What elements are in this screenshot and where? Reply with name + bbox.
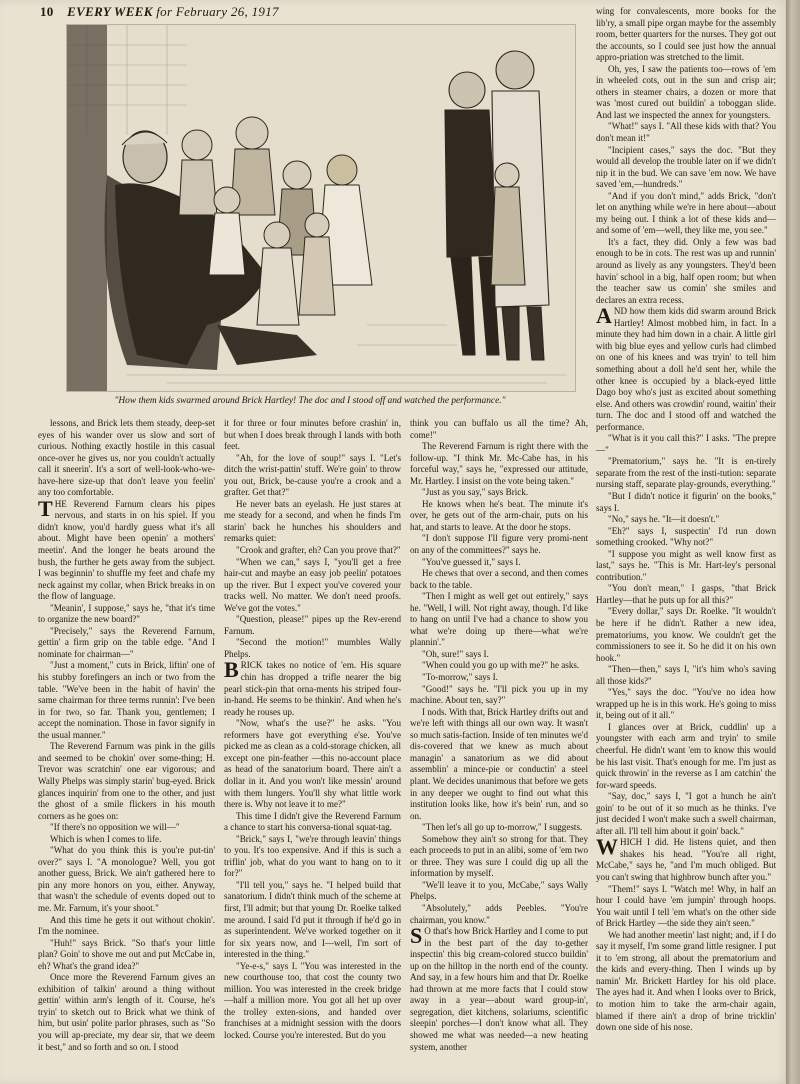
page-header xyxy=(40,4,279,22)
paragraph xyxy=(410,418,588,441)
paragraph-text: "Second the motion!" mumbles Wally Phelps. xyxy=(224,637,401,659)
paragraph-text: "Brick," says I, "we're through leavin' things to you. It's too expensive. And if this is such a triflin' job, what do you want to hang on to it for?" xyxy=(224,833,401,879)
paragraph-text: "Then I might as well get out entirely," says he. "Well, I will. Not right away, though. I'd like to hang on until I've had a chance to show you what we're doing up there—what we're plannin'." xyxy=(410,591,588,648)
paragraph-text: Which is when I comes to life. xyxy=(50,833,162,844)
paragraph xyxy=(410,533,588,556)
paragraph xyxy=(410,591,588,649)
paragraph xyxy=(38,915,215,938)
paragraph-text: "I don't suppose I'll figure very promi-nent on any of the committees?" says he. xyxy=(410,533,588,556)
paragraph xyxy=(410,684,588,707)
paragraph-text: It's a fact, they did. Only a few was bad enough to be in cots. The rest was up and runnin' around as lively as any youngsters. They'd been havin' school in a big, half open room; but when the teacher saw us comin' she smiles and declares an extra recess. xyxy=(596,236,776,305)
paragraph-text: "You don't mean," I gasps, "that Brick Hartley—that he puts up for all this?" xyxy=(596,583,776,605)
paragraph-text: "I'll tell you," says he. "I helped build that sanatorium. I didn't think much of the scheme at first, I'll admit; but that young Dr. Roelke talked me around. I said I'd put it through if he'd go in as superintendent. We've worked together on it for six years now, and I—well, I'm sort of interested in the thing." xyxy=(224,879,401,960)
paragraph xyxy=(224,657,401,718)
paragraph-text: "Eh?" says I, suspectin' I'd run down something crooked. "Why not?" xyxy=(596,525,776,548)
paragraph xyxy=(596,722,776,791)
paragraph xyxy=(596,121,776,144)
paragraph-text: "When we can," says I, "you'll get a free hair-cut and maybe an easy job peelin' potatoes up the river. But I expect you've covered your tracks well. No matter. We don't need proofs. We've got the votes." xyxy=(224,556,401,613)
paragraph-text: ND how them kids did swarm around Brick Hartley! Almost mobbed him, in fact. In a minute they had him down in a chair. A little girl with big blue eyes and yellow curls had climbed on one of his knees and was tryin' to tell him something about a doll he'd sent her, while the other knee is occupied by a black-eyed little Dago boy who's just as excited about something else. And others was crowdin' round, waitin' their turn. The doc and I stood off and watched the performance. xyxy=(596,306,776,432)
paragraph xyxy=(38,972,215,1053)
paragraph-text: RICK takes no notice of 'em. His square chin has dropped a trifle nearer the big pearl stick-pin that orna-ments his striped four-in-hand. He seems to be thinkin'. And when he's ready he rouses up. xyxy=(224,660,401,717)
paragraph xyxy=(410,903,588,926)
paragraph xyxy=(596,549,776,584)
paragraph xyxy=(410,649,588,661)
paragraph xyxy=(224,834,401,880)
paragraph-text: "Say, doc," says I, "I got a hunch he ain't goin' to be out of it so much as he thinks. I've just decided I won't make such a swell chairman, after all. I'll tell him about it goin' back." xyxy=(596,791,776,836)
paragraph xyxy=(410,660,588,672)
paragraph xyxy=(596,664,776,687)
text-column-1 xyxy=(38,418,215,1053)
paragraph-text: "Absolutely," adds Peebles. "You're chairman, you know." xyxy=(410,902,588,925)
paragraph xyxy=(38,603,215,626)
paragraph-text: I glances over at Brick, cuddlin' up a youngster with each arm and tryin' to smile cheerful. He didn't want 'em to know this would be his last visit. That's enough for me. I'm just as quick throwin' in the reverse as I am catchin' the for-ward speeds. xyxy=(596,721,776,790)
paragraph-text: He knows when he's beat. The minute it's over, he gets out of the arm-chair, puts on his hat, and starts to leave. At the door he stops. xyxy=(410,498,588,532)
paragraph-text: "Then—then," says I, "it's him who's saving all those kids?" xyxy=(596,664,776,686)
paragraph-text: "What!" says I. "All these kids with that? You don't mean it!" xyxy=(596,121,776,144)
paragraph xyxy=(224,718,401,810)
paragraph xyxy=(224,637,401,660)
paragraph-text: "Prematorium," says he. "It is en-tirely separate from the rest of the insti-tution: separate nursing staff, separate play-grounds, everything." xyxy=(596,456,776,490)
paragraph xyxy=(596,64,776,122)
paragraph-text: "We'll leave it to you, McCabe," says Wally Phelps. xyxy=(410,879,588,902)
paragraph-text: I nods. With that, Brick Hartley drifts out and we're left with things all our own way. It wasn't so much satis-faction. Inside of ten minutes we'd dis-covered that we knew as much about managin' a sanatorium as we did about assemblin' a mince-pie or conductin' a steel plant. We decides unanimous that before we gets in any deeper we ought to find out what this institution looks like, how it's bein' run, and so on. xyxy=(410,706,588,821)
paragraph xyxy=(224,499,401,545)
paragraph-text: Once more the Reverend Farnum gives an exhibition of talkin' around a thing without gettin' within arm's length of it. Course, he's tryin' to sketch out to Brick what we think of him, but usin' polite parlor phrases, such as "So you will ap-preciate, my dear sir, that we deem it best," and so forth and so on. I stood xyxy=(38,972,215,1052)
paragraph-text: "Meanin', I suppose," says he, "that it's time to organize the new board?" xyxy=(38,602,215,625)
paragraph-text: HICH I did. He listens quiet, and then shakes his head. "You're all right, McCabe," says he, "and I'm much obliged. But you can't swing that highbrow bunch after you." xyxy=(596,837,776,883)
paragraph xyxy=(596,145,776,191)
paragraph-text: "Crook and grafter, eh? Can you prove that?" xyxy=(236,545,401,556)
drop-cap: T xyxy=(38,495,53,521)
paragraph-text: "Incipient cases," says the doc. "But they would all develop the trouble later on if we didn't nip it in the bud. We can save 'em now. We have saved 'em,—hundreds." xyxy=(596,144,776,190)
paragraph xyxy=(596,237,776,306)
paragraph xyxy=(38,495,215,603)
paragraph xyxy=(224,880,401,961)
paragraph xyxy=(596,303,776,433)
paragraph xyxy=(596,791,776,837)
paragraph xyxy=(410,441,588,487)
illustration xyxy=(66,24,576,392)
paragraph xyxy=(596,191,776,237)
paragraph-text: This time I didn't give the Reverend Farnum a chance to start his conversa-tional squat-tag. xyxy=(224,810,401,833)
paragraph-text: "Good!" says he. "I'll pick you up in my machine. About ten, say?" xyxy=(410,683,588,706)
paragraph xyxy=(410,880,588,903)
masthead-title: EVERY WEEK xyxy=(67,4,153,19)
paragraph-text: And this time he gets it out without chokin'. I'm the nominee. xyxy=(38,914,215,937)
paragraph xyxy=(596,583,776,606)
paragraph xyxy=(224,557,401,615)
paragraph xyxy=(596,606,776,664)
text-column-2 xyxy=(224,418,401,1042)
paragraph xyxy=(38,822,215,834)
paragraph-text: "Ye-e-s," says I. "You was interested in the new courthouse too, that cost the county two million. You was interested in the creek bridge—half a million more. You got all het up over the trolley exten-sions, and handed over franchises at a midnight session with the doors locked. Course you're interested. But do you xyxy=(224,960,401,1040)
paragraph-text: it for three or four minutes before crashin' in, but when I does break through I lands with both feet. xyxy=(224,418,401,452)
paragraph-text: "Every dollar," says Dr. Roelke. "It wouldn't be here if he didn't. Rather a new idea, prematoriums, you know. We couldn't get the commissioners to see it. So he did it on his own hook." xyxy=(596,606,776,663)
paragraph-text: The Reverend Farnum was pink in the gills and seemed to be chokin' over some-thing; H. Trevor was scratchin' one ear vigorous; and Wally Phelps was simply starin' bug-eyed. Brick glances inquirin' from one to the other, and just the ghost of a smile flickers in his mouth corners as he goes on: xyxy=(38,741,215,821)
paragraph xyxy=(410,557,588,569)
paragraph xyxy=(410,499,588,534)
paragraph-text: lessons, and Brick lets them steady, deep-set eyes of his wander over us slow and sort of curious. Nothing exactly hostile in this casual once-over he gives us, nor you couldn't actually call it sneerin'. It's a sort of well-look-who-we-have-here size-up that don't leave you feelin' any too comfortable. xyxy=(38,418,215,498)
paragraph xyxy=(596,930,776,1034)
paragraph-text: "Now, what's the use?" he asks. "You reformers have got everything e'se. You've picked me as clean as a cold-storage chicken, all except one pin-feather —this no-account place as head of the sanatorium board. There ain't a dollar in it. And you won't like messin' around with them lungers. You'll shy what little work there is. Why not leave it to me?" xyxy=(224,718,401,810)
paragraph xyxy=(38,418,215,499)
paragraph-text: "To-morrow," says I. xyxy=(422,672,498,683)
paragraph-text: "If there's no opposition we will—" xyxy=(50,822,180,833)
paragraph-text: We had another meetin' last night; and, if I do say it myself, I'm some grand little resigner. I put it to 'em strong, all about the prematorium and the kids and every-thing. Then I winds up by namin' Mr. Brickett Hartley for his old place. The ayes had it. And when I looks over to Brick, to motion him to take the arm-chair again, blamed if there ain't a drop of brine tricklin' down one side of his nose. xyxy=(596,929,776,1033)
paragraph xyxy=(596,834,776,883)
paragraph-text: "I suppose you might as well know first as last," says he. "This is Mr. Hart-ley's personal contribution." xyxy=(596,548,776,582)
paragraph xyxy=(410,923,588,1053)
paragraph-text: HE Reverend Farnum clears his pipes nervous, and starts in on his spiel. If you didn't know, you'd hardly guess what it's all about. Might have been openin' a mothers' meetin'. And the longer he beats around the bush, the further he gets away from the subject. I was beginnin' to shuffle my feet and chafe my neck against my collar, when Brick breaks in on the flow of language. xyxy=(38,498,215,602)
paragraph xyxy=(224,418,401,453)
paragraph-text: think you can buffalo us all the time? Ah, come!" xyxy=(410,418,588,440)
paragraph-text: "Question, please!" pipes up the Rev-erend Farnum. xyxy=(224,614,401,636)
paragraph xyxy=(410,822,588,834)
paragraph xyxy=(224,453,401,499)
paragraph xyxy=(38,626,215,661)
paragraph-text: "Yes," says the doc. "You've no idea how wrapped up he is in this work. He's going to miss it, being out of it all." xyxy=(596,687,776,721)
paragraph xyxy=(410,487,588,499)
illustration-caption: "How them kids swarmed around Brick Hartley! The doc and I stood off and watched the performance." xyxy=(114,396,506,406)
paragraph-text: "Then let's all go up to-morrow," I suggests. xyxy=(422,822,583,833)
paragraph-text: "Them!" says I. "Watch me! Why, in half an hour I could have 'em jumpin' through hoops. You wait until I tell 'em what's on the other side of Brick Hartley —the side they ain't seen." xyxy=(596,883,776,929)
page-fold xyxy=(786,0,800,1084)
text-column-4 xyxy=(596,6,776,1034)
paragraph-text: Somehow they ain't so strong for that. They each proceeds to put in an alibi, some of 'em two or three. They was sure I could dig up all the information by myself. xyxy=(410,833,588,879)
paragraph xyxy=(596,884,776,930)
paragraph-text: "Just as you say," says Brick. xyxy=(422,487,529,498)
paragraph xyxy=(38,660,215,741)
paragraph xyxy=(38,938,215,973)
paragraph-text: "But I didn't notice it figurin' on the books," says I. xyxy=(596,490,776,513)
paragraph-text: "When could you go up with me?" he asks. xyxy=(422,660,580,671)
page-number: 10 xyxy=(40,4,54,19)
paragraph xyxy=(596,526,776,549)
paragraph-text: "What do you think this is you're put-tin' over?" says I. "A monologue? Well, you got another guess, Brick. We ain't gathered here to pin any more honors on you, either. Anyway, that wasn't the schedule of events doped out to me. Mr. Farnum, it's your shoot." xyxy=(38,845,215,913)
paragraph xyxy=(596,491,776,514)
paragraph xyxy=(596,687,776,722)
paragraph-text: "Oh, sure!" says I. xyxy=(422,648,489,659)
drop-cap: B xyxy=(224,657,239,683)
paragraph-text: "What is it you call this?" I asks. "The prepre—" xyxy=(596,433,776,455)
paragraph xyxy=(596,433,776,456)
paragraph xyxy=(410,707,588,822)
paragraph-text: "And if you don't mind," adds Brick, "don't let on anything while we're in here about—about my being out. I think a lot of these kids and—and some of 'em—well, they like me, you see." xyxy=(596,190,776,236)
paragraph-text: "Just a moment," cuts in Brick, liftin' one of his stubby forefingers an inch or two from the table. "We've been in the habit of havin' the same chairman for three terms runnin': I've been in for two, so far. Thank you, gentlemen; I accept the nomination. Those in favor signify in the usual manner." xyxy=(38,660,215,740)
masthead xyxy=(67,4,279,19)
paragraph xyxy=(596,514,776,526)
paragraph xyxy=(410,568,588,591)
paragraph-text: He never bats an eyelash. He just stares at me steady for a second, and when he finds I'm starin' back he hunches his shoulders and remarks quiet: xyxy=(224,498,401,544)
paragraph-text: "No," says he. "It—it doesn't." xyxy=(608,514,720,525)
paragraph xyxy=(224,614,401,637)
text-column-3 xyxy=(410,418,588,1053)
paragraph-text: "Ah, for the love of soup!" says I. "Let's ditch the wrist-pattin' stuff. We're goin' to throw you out, Brick, be-cause you're a crook and a grafter. Get that?" xyxy=(224,452,401,498)
paragraph xyxy=(38,741,215,822)
paragraph xyxy=(596,6,776,64)
drop-cap: W xyxy=(596,834,618,860)
drop-cap: S xyxy=(410,923,423,949)
paragraph-text: Oh, yes, I saw the patients too—rows of 'em in wheeled cots, out in the sun and crisp air; others in steamer chairs, a dozen or more that was 'most cured out buildin' a toboggan slide. And last we inspected the annex for youngsters. xyxy=(596,63,776,120)
paragraph xyxy=(224,545,401,557)
masthead-date: for February 26, 1917 xyxy=(156,4,279,19)
paragraph-text: wing for convalescents, more books for the lib'ry, a small pipe organ maybe for the assembly room, better quarters for the nurses. They got out the accounts, so I could see just how the annual appro-priation was stretched to the limit. xyxy=(596,6,776,63)
paragraph-text: O that's how Brick Hartley and I come to put in the best part of the day to-gether inspectin' this big cream-colored stucco buildin' up on the hilltop in the north end of the county. And say, in a few hours him and that Dr. Roelke had thrown at me more facts that I could stow away in a year—about ward group-in', segregation, diet kitchens, solariums, scientific sleepin' porches—I don't know what all. They showed me what was needed—a new heating system, another xyxy=(410,926,588,1052)
illustration-drawing xyxy=(67,25,575,391)
drop-cap: A xyxy=(596,303,612,329)
paragraph-text: The Reverend Farnum is right there with the follow-up. "I think Mr. Mc-Cabe has, in his forceful way," says he, "expressed our attitude, Mr. Hartley. I insist on the vote being taken." xyxy=(410,441,588,486)
paragraph xyxy=(224,961,401,1042)
paragraph-text: "You've guessed it," says I. xyxy=(422,556,521,567)
paragraph xyxy=(38,845,215,914)
paragraph xyxy=(410,834,588,880)
paragraph-text: He chews that over a second, and then comes back to the table. xyxy=(410,568,588,590)
paragraph xyxy=(596,456,776,491)
paragraph-text: "Precisely," says the Reverend Farnum, gettin' a firm grip on the table edge. "And I nominate for chairman—" xyxy=(38,625,215,659)
paragraph-text: "Huh!" says Brick. "So that's your little plan? Goin' to shove me out and put McCabe in, eh? What's the grand idea?" xyxy=(38,937,215,971)
paragraph xyxy=(410,672,588,684)
paragraph xyxy=(38,834,215,846)
paragraph xyxy=(224,811,401,834)
